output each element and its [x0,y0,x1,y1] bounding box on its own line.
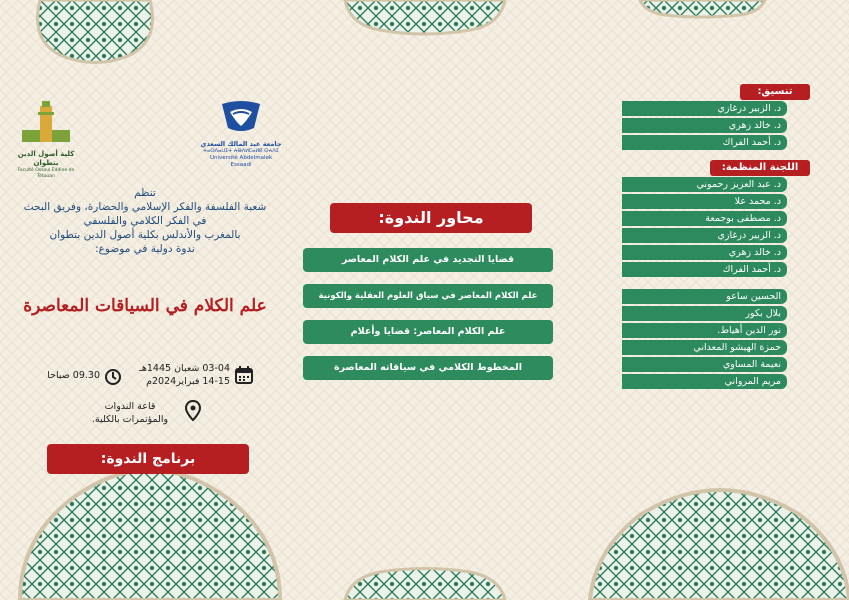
intro-block [0,186,290,256]
committee-member: د. أحمد الفراك [622,262,787,277]
event-dates [130,362,230,388]
university-name-ar: جامعة عبد المالك السعدي [200,140,282,148]
intro-line-3: في الفكر الكلامي والفلسفي [83,215,207,227]
committee-member: د. عبد العزيز رحموني [622,177,787,192]
intro-line-1: تنظم [134,187,156,199]
axis-item: علم الكلام المعاصر في سياق العلوم العقلية والكونية [303,284,553,308]
program-label: برنامج الندوة: [47,444,249,474]
date-hijri: 03-04 شعبان 1445هـ [139,363,230,374]
coordinator-item: د. أحمد الفراك [622,135,787,150]
committee-student: مريم المرواني [622,374,787,389]
committee-member: د. الزبير درغازي [622,228,787,243]
coordinator-item: د. الزبير درغازي [622,101,787,116]
intro-line-5: ندوة دولية في موضوع: [95,243,195,255]
axis-item: علم الكلام المعاصر: قضايا وأعلام [303,320,553,344]
event-time: 09.30 صباحا [47,370,100,381]
location-pin-icon [184,400,202,422]
axes-heading: محاور الندوة: [330,203,532,233]
minaret-icon [10,100,82,146]
committee-student: الحسين ساعو [622,289,787,304]
committee-member: د. مصطفى بوجمعة [622,211,787,226]
intro-line-2: شعبة الفلسفة والفكر الإسلامي والحضارة، وفريق البحث [23,201,267,213]
axis-item: المخطوط الكلامي في سياقاته المعاصرة [303,356,553,380]
ornament-top-right [640,0,765,17]
committee-student: حمزة الهيشو المعداني [622,340,787,355]
venue-line-1: قاعة الندوات [104,401,156,412]
clock-icon [104,368,122,386]
faculty-logo [10,100,82,179]
ornament-top-left [38,0,153,63]
university-name-tifinagh: ⵜⴰⵙⴷⴰⵡⵉⵜ ⵄⴱⴷⵍⵎⴰⵍⴽ ⵙⵄⴷⵉ [203,148,279,154]
axis-item: قضايا التجديد في علم الكلام المعاصر [303,248,553,272]
university-name-fr: Université Abdelmalek Essaadi [209,155,273,168]
calendar-icon [234,365,254,385]
venue-line-2: والمؤتمرات بالكلية. [91,414,169,425]
date-gregorian: 14-15 فبراير2024م [146,376,230,387]
faculty-name-fr: Faculté Ossoul Eddine de Tétouan [17,168,75,179]
event-title: علم الكلام في السياقات المعاصرة [23,296,267,316]
university-emblem-icon [200,100,282,136]
committee-member: د. محمد علا [622,194,787,209]
committee-member: د. خالد زهري [622,245,787,260]
committee-heading: اللجنة المنظمة: [710,160,810,176]
intro-line-4: بالمغرب والأندلس بكلية أصول الدين بتطوان [49,229,241,241]
university-logo [200,100,282,180]
committee-student: نور الدين أهياط. [622,323,787,338]
coordinator-item: د. خالد زهري [622,118,787,133]
event-venue [80,400,180,426]
committee-student: نعيمة المساوي [622,357,787,372]
faculty-name-ar: كلية أصول الدين بتطوان [17,150,75,167]
committee-student: بلال بكور [622,306,787,321]
coordination-heading: تنسيق: [740,84,810,100]
